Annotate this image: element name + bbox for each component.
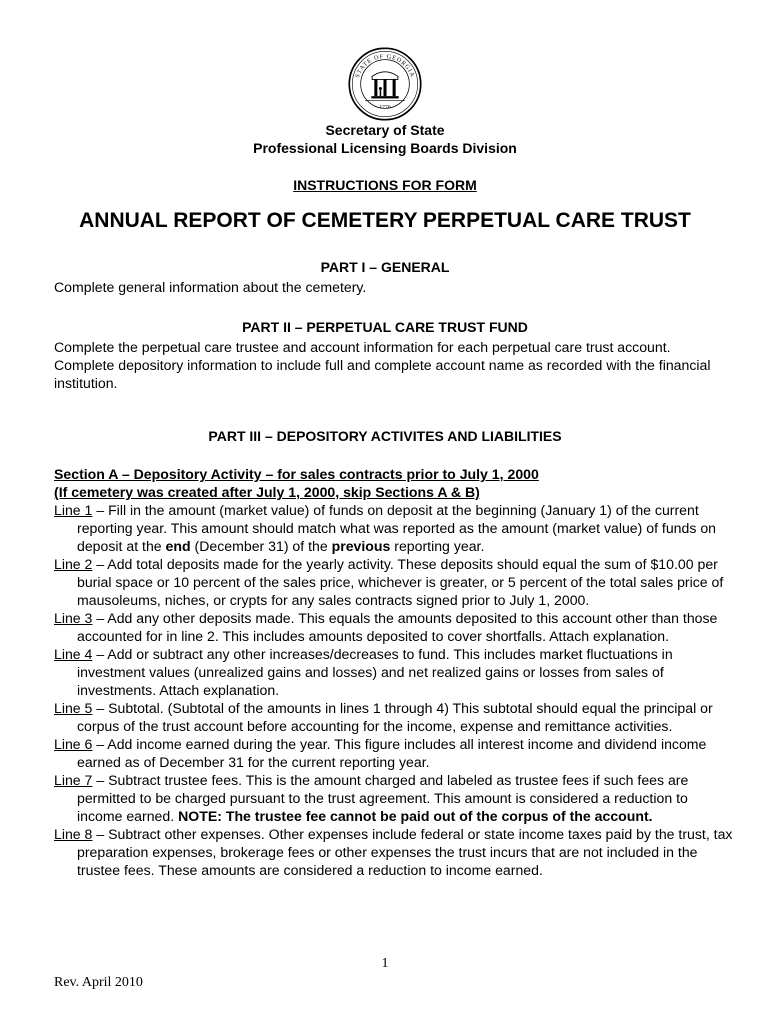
line-5-instruction: Line 5 – Subtotal. (Subtotal of the amounts in lines 1 through 4) This subtotal should equal the principal or corpus of the trust account before accounting for the income, expense and remittance activities. [54,700,713,734]
division-name: Professional Licensing Boards Division [253,140,517,156]
line-label: Line 2 [54,556,93,572]
part1-heading: PART I – GENERAL [320,259,450,275]
agency-name: Secretary of State [325,122,445,138]
seal-ring-text: STATE OF GEORGIA [354,54,416,79]
section-a-heading: Section A – Depository Activity – for sales contracts prior to July 1, 2000 [54,466,539,482]
line-label: Line 4 [54,646,93,662]
line-label: Line 8 [54,826,93,842]
section-a-subheading: (If cemetery was created after July 1, 2000, skip Sections A & B) [54,484,480,500]
line-label: Line 1 [54,502,93,518]
line-4-instruction: Line 4 – Add or subtract any other increases/decreases to fund. This includes market fluctuations in investment values (unrealized gains and losses) and net realized gains or losses from sales of investments. Attach explanation. [54,646,673,698]
line-label: Line 7 [54,772,93,788]
part2-heading: PART II – PERPETUAL CARE TRUST FUND [242,319,528,335]
page-number: 1 [381,956,389,971]
part2-text: Complete the perpetual care trustee and account information for each perpetual care trust account. Complete depository information to include full and complete account name as recorded with the financial institution. [54,339,711,391]
georgia-state-seal [347,46,423,122]
line-label: Line 5 [54,700,93,716]
section-a [54,465,734,879]
part3-heading: PART III – DEPOSITORY ACTIVITES AND LIABILITIES [208,428,562,444]
line-label: Line 3 [54,610,93,626]
revision-date: Rev. April 2010 [54,975,143,990]
seal-year: 1776 [379,104,391,111]
line-2-instruction: Line 2 – Add total deposits made for the yearly activity. These deposits should equal the sum of $10.00 per burial space or 10 percent of the sales price, whichever is greater, or 5 percent of the total sales price of mausoleums, niches, or crypts for any sales contracts signed prior to July 1, 2000. [54,556,724,608]
line-6-instruction: Line 6 – Add income earned during the year. This figure includes all interest income and dividend income earned as of December 31 for the current reporting year. [54,736,707,770]
line-3-instruction: Line 3 – Add any other deposits made. This equals the amounts deposited to this account other than those accounted for in line 2. This includes amounts deposited to cover shortfalls. Attach explanation. [54,610,718,644]
trustee-fee-note: NOTE: The trustee fee cannot be paid out of the corpus of the account. [178,808,653,824]
line-label: Line 6 [54,736,93,752]
svg-text:STATE OF GEORGIA [355,54,415,79]
form-title: ANNUAL REPORT OF CEMETERY PERPETUAL CARE TRUST [79,209,691,232]
line-1-instruction: Line 1 – Fill in the amount (market value) of funds on deposit at the beginning (January 1) of the current reporting year. This amount should match what was reported as the amount (market value) of funds on deposit at the end (December 31) of the previous reporting year. [54,502,716,554]
instructions-title: INSTRUCTIONS FOR FORM [293,177,477,193]
line-7-instruction: Line 7 – Subtract trustee fees. This is the amount charged and labeled as trustee fees if such fees are permitted to be charged pursuant to the trust agreement. This amount is considered a reduction to income earned. NOTE: The trustee fee cannot be paid out of the corpus of the account. [54,772,689,824]
line-8-instruction: Line 8 – Subtract other expenses. Other expenses include federal or state income taxes paid by the trust, tax preparation expenses, brokerage fees or other expenses the trust incurs that are not included in the trustee fees. These amounts are considered a reduction to income earned. [54,826,733,878]
part1-text: Complete general information about the cemetery. [54,279,367,295]
